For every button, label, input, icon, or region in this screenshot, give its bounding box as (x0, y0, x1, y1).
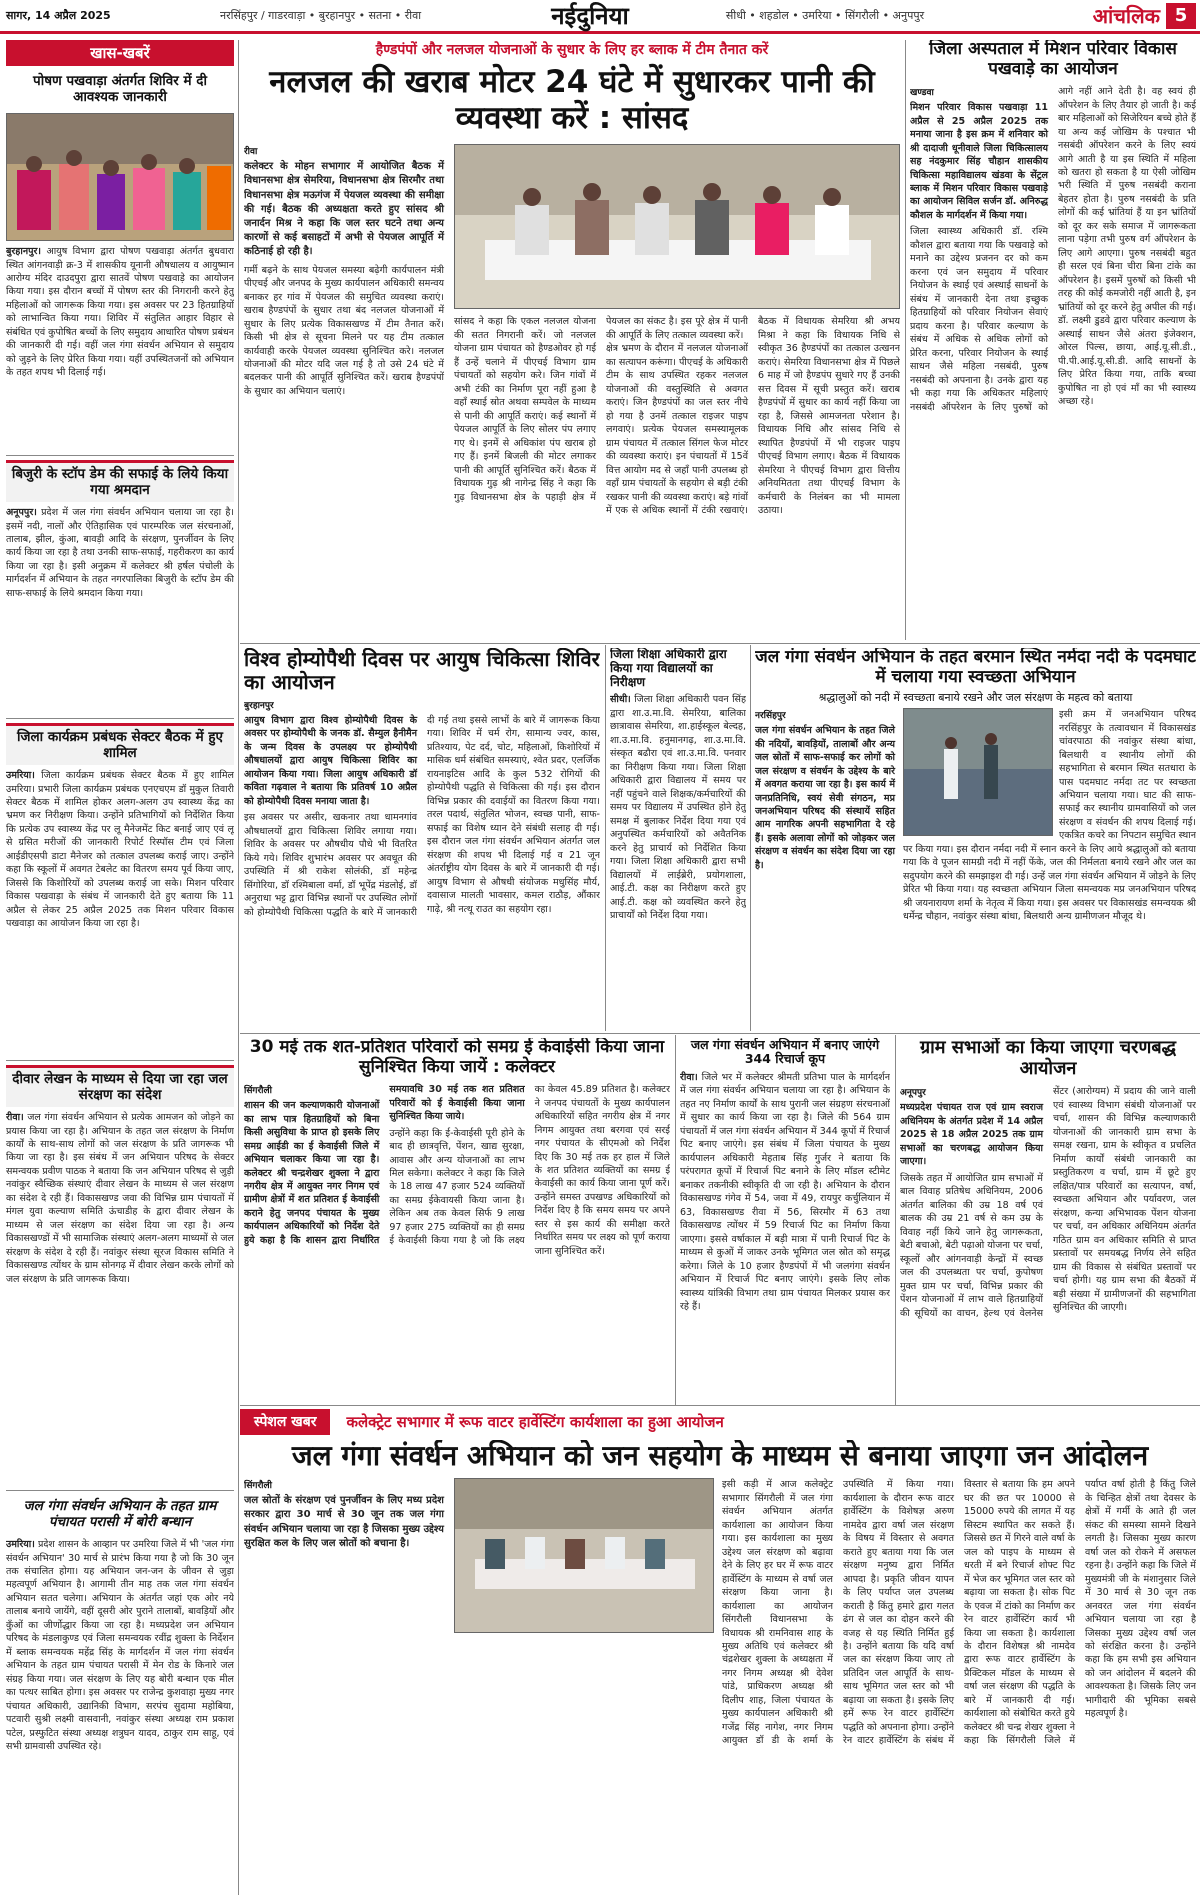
workshop-photo-image (455, 1479, 714, 1633)
special-intro: जल स्रोतों के संरक्षण एवं पुनर्जीवन के लिए मध्य प्रदेश सरकार द्वारा 30 मार्च से 30 जून तक जल गंगा संवर्धन अभियान चलाया जा रहा है जिसका मुख्य उद्देश्य सुरक्षित कल के लिए जल स्रोतों को बचाना है। (244, 1495, 444, 1549)
story-body: आयुष विभाग द्वारा पोषण पखवाड़ा अंतर्गत बुधवारा स्थित आंगनवाड़ी क्र-3 में शासकीय यूनानी औषधालय व आयुष्मान आरोग्य मंदिर दाउदपुरा द्वारा सातवें पोषण पखवाड़े का आयोजन किया गया। इस दौरान बच्चों में पोषण स्तर की निगरानी करने हेतु महिलाओं को जागरूक किया गया। इस अवसर पर 23 हितग्राहियों को लाभान्वित किया गया। शिविर में संतुलित आहार विहार से संबंधित एवं कुपोषित बच्चों के लिए समुदाय आधारित पोषण प्रबंधन की जानकारी दी गई। वहीं जल गंगा संवर्धन अभियान से समुदाय को जुड़ने के लिए प्रेरित किया गया। यहीं उपस्थितजनों को अभियान के तहत शपथ भी दिलाई गई। (6, 246, 234, 379)
homeo-story (244, 648, 600, 1028)
column-divider (605, 645, 606, 1031)
hospital-dateline: खण्डवा (910, 88, 934, 99)
column-divider (750, 645, 751, 1031)
column-divider (238, 40, 239, 1895)
story-headline: दीवार लेखन के माध्यम से दिया जा रहा जल संरक्षण का संदेश (6, 1065, 234, 1107)
story-headline: बिजुरी के स्टॉप डेम की सफाई के लिये किया गया श्रमदान (6, 460, 234, 502)
narmada-photo (903, 708, 1053, 836)
narmada-intro: जल गंगा संवर्धन अभियान के तहत जिले की नदियों, बावड़ियों, तालाबों और अन्य जल स्रोतों में साफ-सफाई कर लोगों को जल संरक्षण व संवर्धन के उद्देश्य के बारे में अवगत कराया जा रहा है। इस कार्य में जनप्रतिनिधि, स्वयं सेवी संगठन, मप्र जनअभियान परिषद की संस्थायें सहित आम नागरिक अपनी सहभागिता दे रहे हैं। इसके अलावा लोगों को जोड़कर जल संरक्षण व संवर्धन का संदेश दिया जा रहा है। (755, 725, 895, 871)
special-news-bar (240, 1409, 1200, 1435)
story-dateline: अनूपपुर। (6, 507, 37, 519)
education-body: जिला शिक्षा अधिकारी पवन सिंह द्वारा शा.उ.मा.वि. सेमरिया, बालिका छात्रावास सेमरिया, शा.हाईस्कूल बेल्दह, शा.उ.मा.वि. हनुमानगढ़, शा.उ.मा.वि. संस्कृत बढौरा एवं शा.उ.मा.वि. पनवार का निरीक्षण किया गया। जिला शिक्षा अधिकारी द्वारा विद्यालय में समय पर नहीं पहुंचने वाले शिक्षक/कर्मचारियों की समय पर विद्यालय में उपस्थित होने हेतु समक्ष में बुलाकर निर्देश दिया गया एवं अनुपस्थित कर्मचारियों को अवैतनिक करने हेतु प्राचार्य को निर्देशित किया गया। जिला शिक्षा अधिकारी द्वारा सभी विद्यालयों में लाईब्रेरी, प्रयोगशाला, आई.टी. कक्ष का निरीक्षण करते हुए आई.टी. कक्ष को व्यवस्थित करने हेतु प्राचार्यों को निर्देश दिया गया। (610, 694, 746, 922)
section-divider (240, 643, 1200, 644)
special-news-tag: स्पेशल खबर (240, 1409, 330, 1435)
workshop-photo (454, 1478, 714, 1633)
recharge-story (680, 1038, 890, 1402)
story-dateline: रीवा। (6, 1112, 24, 1124)
section-divider (240, 1405, 1200, 1406)
special-dateline: सिंगरौली (244, 1481, 272, 1492)
hospital-intro: मिशन परिवार विकास पखवाड़ा 11 अप्रैल से 25 अप्रैल 2025 तक मनाया जाना है इस क्रम में शनिवार को श्री दादाजी धूनीवाले जिला चिकित्सालय सह नंदकुमार सिंह चौहान शासकीय चिकित्सा महाविद्यालय खंडवा के सेंट्रल ब्लाक में मिशन परिवार विकास पखवाड़े का आयोजन सिविल सर्जन डॉ. अनिरुद्ध कौशल के मार्गदर्शन में किया गया। (910, 102, 1048, 221)
story-body: प्रदेश शासन के आव्हान पर उमरिया जिले में भी 'जल गंगा संवर्धन अभियान' 30 मार्च से प्रारंभ किया गया है जो कि 30 जून तक संचालित होगा। यह अभियान जन-जन के जीवन से जुड़ा महत्वपूर्ण अभियान है। आगामी तीन माह तक जल गंगा संवर्धन अभियान सतत चलेगा। अभियान के अंतर्गत जहां एक ओर नये तालाब बनाये जायेंगे, वहीं दूसरी ओर पुराने तालाबों, बावड़ियों और कुँओं का जीर्णोद्धार किया जा रहा है। मध्यप्रदेश जन अभियान परिषद के मंडलाकुण्ड एवं जिला समन्वयक रवींद्र शुक्ला के निर्देशन में ब्लाक समन्वयक महेंद्र सिंह के मार्गदर्शन में जल गंगा संवर्धन अभियान के तहत ग्राम पंचायत परासी में मेन रोड के किनारे जल संग्रह किया गया। जल संरक्षण के लिए यह बोरी बन्धान एक मील का पत्थर साबित होगा। इस अवसर पर राजेन्द्र कुशवाहा मुख्य नगर पंचायत अधिकारी, उद्यानिकी विभाग, सरपंच सुदामा महोबिया, पटवारी सुश्री लक्ष्मी वासवानी, नवांकुर संस्था अध्यक्ष राम प्रकाश पटेल, प्रस्फुटित संस्था अध्यक्ष शत्रुघन यादव, ठाकुर राम साहू, एवं सभी ग्रामवासी उपस्थित रहे। (6, 1539, 234, 1753)
story-dateline: उमरिया। (6, 770, 35, 782)
homeo-intro: आयुष विभाग द्वारा विश्व होम्योपैथी दिवस के अवसर पर होम्योपैथी के जनक डॉ. सैम्युल हैनीमैन के जन्म दिवस के उपलक्ष्य पर होम्योपैथी औषधालयों द्वारा आयुष चिकित्सा शिविर का आयोजन किया गया। जिला आयुष अधिकारी डॉ कविता गढ़वाल ने बताया कि प्रतिवर्ष 10 अप्रैल को होम्योपैथी दिवस मनाया जाता है। (244, 715, 417, 807)
poshan-photo (6, 113, 234, 241)
education-dateline: सीधी। (610, 694, 631, 706)
column-divider (675, 1035, 676, 1405)
story-body: प्रदेश में जल गंगा संवर्धन अभियान चलाया जा रहा है। इसमें नदी, नालों और ऐतिहासिक एवं पारम्परिक जल संरचनाओं, तालाब, झील, कुंआ, बावड़ी आदि के संरक्षण, पुनर्जीवन के लिए कार्य किया जा रहा है तथा उनकी साफ-सफाई, गहरीकरण का कार्य किया जा रहा है। इसी अनुक्रम में कलेक्टर श्री हर्षल पंचोली के मार्गदर्शन में अभियान के तहत नगरपालिका बिजुरी के स्टॉप डेम की साफ-सफाई के लिये श्रमदान किया गया। (6, 507, 234, 599)
edition-places-right: सीधी • शहडोल • उमरिया • सिंगरौली • अनुपपुर (725, 9, 925, 22)
narmada-subhead: श्रद्धालुओं को नदी में स्वच्छता बनाये रखने और जल संरक्षण के महत्व को बताया (818, 691, 1133, 705)
newspaper-logo: नईदुनिया (551, 1, 629, 30)
story-divider (6, 718, 234, 719)
hospital-story (910, 40, 1196, 640)
column-divider (895, 1035, 896, 1405)
narmada-body: इसी क्रम में जनअभियान परिषद नरसिंहपुर के तत्वावधान में विकासखंड चांवरपाठा की नवांकुर संस्था बांधा, बिलथारी व स्थानीय लोगों की सहभागिता से बरमान स्थित सतधारा के पास पदमघाट नर्मदा तट पर स्वच्छता अभियान चलाया गया। घाट की साफ-सफाई कर स्थानीय ग्रामवासियों को जल संरक्षण व संवर्धन की शपथ दिलाई गई। एकत्रित कचरे का निपटान समुचित स्थान पर किया गया। इस दौरान नर्मदा नदी में स्नान करने के लिए आये श्रद्धालुओं को बताया गया कि वे पूजन सामग्री नदी में नहीं फेंके, जल की निर्मलता बनाये रखने और जल का सदुपयोग करने की समझाइश दी गई। उन्हें जल गंगा संवर्धन अभियान में जोड़ने के लिए प्रेरित भी किया गया। यह स्वच्छता अभियान जिला समन्वयक मप्र जनअभियान परिषद श्री जयनारायण शर्मा के नेतृत्व में किया गया। इस अवसर पर विकासखंड समन्वयक श्री धर्मेन्द्र चौहान, नवांकुर संस्था बांधा, बिलथारी अन्य ग्रामीणजन मौजूद थे। (903, 709, 1196, 923)
kyc-body: उन्होंने कहा कि ई-केवाईसी पूरी होने के बाद ही छात्रवृत्ति, पेंशन, खाद्य सुरक्षा, आवास और अन्य योजनाओं का लाभ मिल सकेगा। कलेक्टर ने कहा कि जिले के 18 लाख 47 हजार 524 व्यक्तियों का समग्र ईकेवायसी किया जाना है। लेकिन अब तक केवल सिर्फ 9 लाख 97 हजार 275 व्यक्तियों का ही समग्र ई केवाईसी किया गया है जो कि लक्ष्य का केवल 45.89 प्रतिशत है। कलेक्टर ने जनपद पंचायतों के मुख्य कार्यपालन अधिकारियों सहित नगरीय क्षेत्र में नगर निगम आयुक्त तथा बरगवा एवं सरई नगर पंचायत के सीएमओ को निर्देश दिए कि 30 मई तक हर हाल में जिले के शत प्रतिशत व्यक्तियों का समग्र ई केवाईसी का कार्य किया जाना पूर्ण करें। उन्होंने समस्त उपखण्ड अधिकारियों को निर्देश दिए है कि समय समय पर अपने स्तर से इस कार्य की समीक्षा करते निर्धारित समय पर लक्ष्य को पूर्ण कराया जाना सुनिश्चित करें। (389, 1084, 670, 1257)
story-poshan (6, 70, 234, 450)
lead-dateline: रीवा (244, 147, 258, 158)
gramsabha-body: जिसके तहत में आयोजित ग्राम सभाओं में बाल विवाह प्रतिषेध अधिनियम, 2006 अंतर्गत बालिका की उम्र 18 वर्ष एवं बालक की उम्र 21 वर्ष से कम उम्र के विवाह नहीं किये जाने हेतु जागरूकता, बेटी बचाओ, बेटी पढ़ाओ योजना पर चर्चा, स्कूलों और आंगनवाड़ी केन्द्रों में स्वच्छ जल की उपलब्धता पर चर्चा, कुपोषण मुक्त ग्राम पर चर्चा, विभिन्न प्रकार की पेंशन योजनाओं में लाभ वाले हितग्राहियों की सूचियों का वाचन, हेल्थ एवं वेलनेस सेंटर (आरोग्यम) में प्रदाय की जाने वाली एवं स्वास्थ्य विभाग संबंधी योजनाओं पर चर्चा, शासन की विभिन्न कल्याणकारी योजनाओं की जानकारी ग्राम सभा के समक्ष रखना, ग्राम के स्वीकृत व प्रचलित निर्माण कार्यों संबंधी जानकारी का प्रस्तुतिकरण व चर्चा, ग्राम में छूटे हुए लक्षित/पात्र परिवारों का सत्यापन, वर्षा, स्वच्छता अभियान और पर्यावरण, जल संरक्षण, कन्या अभिभावक पेंशन योजना पर चर्चा, वन अधिकार अधिनियम अंतर्गत गठित ग्राम वन अधिकार समिति से प्राप्त प्रस्तावों पर समयबद्ध निर्णय लेने सहित ग्राम की विकास से संबंधित प्रस्तावों पर चर्चा होगी। यह ग्राम सभा की बैठकों में बड़ी संख्या में ग्रामीणजनों की सहभागिता सुनिश्चित की जाएगी। (900, 1086, 1196, 1319)
story-bori-bandhan (6, 1495, 234, 1895)
issue-date: सागर, 14 अप्रैल 2025 (6, 9, 111, 22)
gramsabha-intro: मध्यप्रदेश पंचायत राज एवं ग्राम स्वराज अधिनियम के अंतर्गत प्रदेश में 14 अप्रैल 2025 से 18 अप्रैल 2025 तक ग्राम सभाओं का चरणबद्ध आयोजन किया जाएगा। (900, 1102, 1043, 1168)
lead-meeting-photo (454, 144, 900, 309)
special-headline: जल गंगा संवर्धन अभियान को जन सहयोग के माध्यम से बनाया जाएगा जन आंदोलन (291, 1440, 1149, 1472)
homeo-headline: विश्व होम्योपैथी दिवस पर आयुष चिकित्सा शिविर का आयोजन (244, 648, 600, 694)
gramsabha-dateline: अनूपपुर (900, 1088, 926, 1099)
narmada-headline: जल गंगा संवर्धन अभियान के तहत बरमान स्थित नर्मदा नदी के पदमघाट में चलाया गया स्वच्छता अभियान (755, 648, 1196, 687)
recharge-headline: जल गंगा संवर्धन अभियान में बनाए जाएंगे 344 रिचार्ज कूप (690, 1038, 880, 1067)
column-divider (905, 40, 906, 640)
story-headline: जिला कार्यक्रम प्रबंधक सेक्टर बैठक में हुए शामिल (6, 723, 234, 765)
story-dateline: बुरहानपुर। (6, 246, 41, 258)
story-divider (6, 1060, 234, 1061)
story-headline: जल गंगा संवर्धन अभियान के तहत ग्राम पंचायत परासी में बोरी बन्धान (23, 1498, 217, 1530)
hospital-headline: जिला अस्पताल में मिशन परिवार विकास पखवाड़े का आयोजन (929, 40, 1177, 79)
special-story (244, 1440, 1196, 1895)
gramsabha-story (900, 1038, 1196, 1402)
special-news-kicker: कलेक्ट्रेट सभागार में रूफ वाटर हार्वेस्टिंग कार्यशाला का हुआ आयोजन (346, 1413, 724, 1431)
recharge-body: जिले भर में कलेक्टर श्रीमती प्रतिभा पाल के मार्गदर्शन में जल गंगा संवर्धन अभियान चलाया जा रहा है। अभियान के तहत नए निर्माण कार्यों के साथ पुरानी जल संग्रहण संरचनाओं में सुधार का कार्य किया जा रहा है। जिले की 564 ग्राम पंचायतों में जल गंगा संवर्धन अभियान में 344 कूपों में रिचार्ज पिट बनाए जाएंगे। इस संबंध में जिला पंचायत के मुख्य कार्यपालन अधिकारी मेहताब सिंह गुर्जर ने बताया कि परंपरागत कूपों में रिचार्ज पिट बनाने के लिए मॉडल स्टीमेट बनाकर तकनीकी स्वीकृति दी जा रही है। अभियान के दौरान विकासखण्ड गंगेव में 54, जवा में 49, रायपुर कर्चुलियान में 63, विकासखण्ड रीवा में 56, सिरमौर में 63 तथा विकासखण्ड त्योंथर में 59 रिचार्ज पिट का निर्माण किया जाएगा। इससे वर्षाकाल में बड़ी मात्रा में पानी रिचार्ज पिट के माध्यम से कुओं में जाकर उनके भूमिगत जल स्रोत को समृद्ध करेगा। जिले के 10 हजार हैण्डपंपों में भी जलगंगा संवर्धन अभियान में रिचार्ज पिट बनाए जाएंगे। इसके लिए लोक स्वास्थ्य यांत्रिकी विभाग तथा ग्राम पंचायत मिलकर प्रयास कर रहे हैं। (680, 1071, 890, 1312)
narmada-story (755, 648, 1196, 1028)
recharge-dateline: रीवा। (680, 1071, 698, 1083)
lead-kicker: हैण्डपंपों और नलजल योजनाओं के सुधार के लिए हर ब्लाक में टीम तैनात करें (375, 42, 769, 58)
homeo-body: इस अवसर पर असीर, खकनार तथा धामनगांव औषधालयों द्वारा चिकित्सा शिविर लगाया गया। शिविर के अवसर पर औषधीय पौधे भी वितरित किये गये। शिविर शुभारंभ अवसर पर अवधूत की उपस्थिति में श्री राकेश सोलंकी, डॉ महेन्द्र सिंगोरिया, डॉ रश्मिबाला वर्मा, डॉ भूपेंद्र मंडलोई, डॉ अनुराधा भट्ट द्वारा विभिन्न स्थानों पर उपस्थित लोगों को होम्योपैथी चिकित्सा पद्धति के बारे में जानकारी दी गई तथा इससे लाभों के बारे में जागरूक किया गया। शिविर में चर्म रोग, सामान्य ज्वर, कास, प्रतिश्याय, पेट दर्द, चोट, महिलाओं, किशोरियों में मासिक धर्म संबंधित समस्याएं, श्वेत प्रदर, एलर्जिक रायनाइटिस आदि के कुल 532 रोगियों की होम्योपैथी पद्धति से चिकित्सा की गई। इस दौरान विभिन्न प्रकार की दवाईयों का वितरण किया गया। तरल पदार्थ, संतुलित भोजन, स्वच्छ पानी, साफ-सफाई का विशेष ध्यान देने संबंधी सलाह दी गई। इस दौरान जल गंगा संवर्धन अभियान अंतर्गत जल संरक्षण की शपथ भी दिलाई गई व 21 जून अंतर्राष्ट्रीय योग दिवस के बारे में जानकारी दी गई। आयुष विभाग से औषधी संयोजक मधुसिंह मौर्य, दवासाज मालती भावसार, कमल राठौड़, औंकार गाढ़े, श्री नत्थू राउत का सहयोग रहा। (244, 715, 600, 918)
lead-body-2: सांसद ने कहा कि एकल नलजल योजना की सतत निगरानी करें। जो नलजल योजना ग्राम पंचायत को हैण्डओवर हो गई हैं उन्हें चलाने में पीएचई विभाग ग्राम पंचायतों को सहयोग करे। जिन गांवों में अभी टंकी का निर्माण पूरा नहीं हुआ है वहाँ स्थाई स्रोत अथवा सम्पवेल के माध्यम से पानी की आपूर्ति कराएं। कई स्थानों में पेयजल आपूर्ति के लिए सोलर पंप लगाए गए थे। इनमें से अधिकांश पंप खराब हो गए हैं। इनमें बिजली की मोटर लगाकर पानी की आपूर्ति सुनिश्चित करें। बैठक में विधायक गुढ़ श्री नागेन्द्र सिंह ने कहा कि गुढ़ विधानसभा क्षेत्र के पहाड़ी क्षेत्र में पेयजल का संकट है। इस पूरे क्षेत्र में पानी की आपूर्ति के लिए तत्काल व्यवस्था करें। (454, 316, 748, 503)
lead-story (244, 40, 900, 640)
hospital-body: जिला स्वास्थ्य अधिकारी डॉ. रश्मि कौशल द्वारा बताया गया कि पखवाड़े को मनाने का उद्देश्य प्रजनन दर को कम करना एवं जन समुदाय में परिवार नियोजन के स्थाई एवं अस्थाई साधनों के संबंध में जानकारी देना तथा इच्छुक हितग्राहियों को परिवार नियोजन सेवाएं प्रदाय करना है। परिवार कल्याण के संबंध में अधिक से अधिक लोगों को प्रेरित करना, परिवार नियोजन के स्थाई साधन जैसे महिला नसबंदी, पुरुष नसबंदी को अपनाना है। उनके द्वारा यह भी कहा गया कि अधिकतर महिलाएं नसबंदी ऑपरेशन के लिए पुरुषों को आगे नहीं आने देती है। वह स्वयं ही ऑपरेशन के लिए तैयार हो जाती है। कई बार महिलाओं को सिजेरियन बच्चे होते हैं या अन्य कई जोखिम के पश्चात भी नसबंदी ऑपरेशन करने के लिए स्वयं आगे आती है या इस स्थिति में महिला को खतरा हो सकता है या ऐसी जोखिम भरी स्थिति में पुरुष नसबंदी कराना बेहतर होता है। पुरुष नसबंदी के प्रति लोगों की कई भ्रांतियां हैं या इन भ्रांतियों को दूर कर सके समाज में जागरूकता लाना पड़ेगा तभी पुरुष वर्ग ऑपरेशन के लिए आगे आएगा। पुरुष नसबंदी बहुत ही सरल एवं बिना चीरा बिना टांके का ऑपरेशन है। इसमें पुरुषों को किसी भी तरह की कोई कमजोरी नहीं आती है, इन भ्रांतियों को दूर करने हेतु अपील की गई। डॉ. लक्ष्मी डुडवे द्वारा परिवार कल्याण के अस्थाई साधन जैसे अंतरा इंजेक्शन, ओरल पिल्स, छाया, आई.यू.सी.डी., पी.पी.आई.यू.सी.डी. आदि साधनों के लिए प्रेरित किया गया, ताकि बच्चा कुपोषित ना हो एवं माँ का भी स्वास्थ्य अच्छा रहे। (910, 86, 1196, 413)
poshan-photo-image (7, 114, 234, 241)
education-story (610, 648, 746, 1028)
river-cleaning-photo (904, 709, 1053, 836)
kyc-intro: शासन की जन कल्याणकारी योजनाओं का लाभ पात्र हितग्राहियों को बिना किसी असुविधा के प्राप्त हो इसके लिए समग्र आईडी का ई केवाईसी जिले में अभियान चलाकर किया जा रहा है। कलेक्टर श्री चन्द्रशेखर शुक्ला ने द्वारा नगरीय क्षेत्र में आयुक्त नगर निगम एवं ग्रामीण क्षेत्रों में शत प्रतिशत ई केवाईसी कराने हेतु जनपद पंचायत के मुख्य कार्यपालन अधिकारियों को निर्देश देते हुये कहा है कि शासन द्वारा निर्धारित समयावधि 30 मई तक शत प्रतिशत परिवारों को ई केवाईसी किया जाना सुनिश्चित किया जाये। (244, 1084, 525, 1246)
story-bijuri (6, 460, 234, 710)
story-divider (6, 1490, 234, 1491)
story-body: जिला कार्यक्रम प्रबंधक सेक्टर बैठक में हुए शामिल उमरिया। प्रभारी जिला कार्यक्रम प्रबंधक एनएचएम डॉ मुकुल तिवारी सेक्टर बैठक में शामिल होकर अलग-अलग उप स्वास्थ्य केंद्र का भ्रमण कर निरीक्षण किया। उन्होंने प्रतिभागियों को निर्देशित किया कि प्रत्येक उप स्वास्थ्य केंद्र पर लू मैनेजमेंट किट बनाई जाए एवं लू से ग्रसित मरीजों की जानकारी रिपोर्ट रिस्पॉस टीम एवं जिला आईडीएसपी डाटा मैनेजर को तत्काल उपलब्ध कराई जाए। उन्होंने कहा कि स्कूलों में अवगत टेबलेट का वितरण समय पूर्व किया जाए, जिससे कि किशोरियों को उपलब्ध कराई जा सके। मिशन परिवार विकास पखवाड़ा के संबंध में जानकारी देते हुए बताया कि 11 अप्रैल से लेकर 25 अप्रैल 2025 तक मिशन परिवार विकास पखवाड़ा का आयोजन किया जा रहा है। (6, 770, 234, 930)
lead-body-3: क्षेत्र भ्रमण के दौरान में नलजल योजनाओं का सत्यापन करूंगा। पीएचई के अधिकारी टीम के साथ उपस्थित रहकर नलजल योजनाओं की वस्तुस्थिति से अवगत कराएं। जिन हैण्डपंपों का जल स्तर नीचे हो गया है उनमें तत्काल राइजर पाइप लगवाएं। प्रत्येक पेयजल समस्यामूलक ग्राम पंचायत में तत्काल सिंगल फेज मोटर की व्यवस्था कराएं। इन पंचायतों में 15वें वित्त आयोग मद से जहाँ पानी उपलब्ध हो वहाँ ग्राम पंचायतों के सहयोग से बड़ी टंकी रखकर पानी की व्यवस्था कराएं। बड़े गांवों में एक से अधिक स्थानों में टंकी रखवाएं। बैठक में विधायक सेमरिया श्री अभय मिश्रा ने कहा कि विधायक निधि से स्वीकृत 36 हैण्डपंपों का तत्काल उत्खनन कराएं। सेमरिया विधानसभा क्षेत्र में पिछले 6 माह में जो हैण्डपंप सुधारे गए हैं उनकी सत्त दिवस में सूची प्रस्तुत करें। खराब हैण्डपंपों में सुधार का कार्य नहीं किया जा रहा है, जिससे आमजनता परेशान है। विधायक निधि और सांसद निधि से स्थापित हैण्डपंपों में भी राइजर पाइप पीएचई विभाग लगाए। बैठक में विधायक सेमरिया ने पीएचई विभाग द्वारा वित्तीय अनियमितता तथा पीएचई विभाग के कर्मचारी के निलंबन का भी मामला उठाया। (606, 316, 900, 517)
story-dateline: उमरिया। (6, 1539, 35, 1551)
story-headline: पोषण पखवाड़ा अंतर्गत शिविर में दी आवश्यक जानकारी (33, 73, 207, 105)
kyc-headline: 30 मई तक शत-प्रतिशत परिवारों को समग्र ई केवाईसी किया जाना सुनिश्चित किया जायें : कलेक्टर (249, 1038, 665, 1077)
story-dpm (6, 723, 234, 1053)
story-body: जल गंगा संवर्धन अभियान से प्रत्येक आमजन को जोड़ने का प्रयास किया जा रहा है। अभियान के तहत जल संरक्षण के निर्माण कार्यों के साथ-साथ लोगों को जल संरक्षण के प्रति जागरूक भी किया जा रहा है। इस संबंध में जन अभियान परिषद के सेक्टर समन्वयक प्रवीण पाठक ने बताया कि जन अभियान परिषद से जुड़ी नवांकुर स्वैच्छिक संस्थाएं दीवार लेखन के माध्यम से जल संरक्षण का संदेश दे रही हैं। विकासखण्ड जवा की विभिन्न ग्राम पंचायतों में मंगल युवा कल्याण समिति ऊंचाडीह के द्वारा दीवार लेखन के माध्यम से जल संरक्षण का संदेश दिया जा रहा है। अन्य विकासखण्डों में भी सामाजिक संस्थाएं अलग-अलग माध्यमों से जल संरक्षण के संदेश दे रही हैं। नवांकुर संस्था सूरज विकास समिति ने विकासखण्ड त्योंथर के ग्राम सोनगढ़ में दीवार लेखन करके लोगों को जल संरक्षण के प्रति जागरूक किया। (6, 1112, 234, 1285)
edition-places-left: नरसिंहपुर / गाडरवाड़ा • बुरहानपुर • सतना • रीवा (220, 9, 422, 22)
section-divider (240, 1033, 1200, 1034)
khas-khabrein-header: खास-खबरें (6, 40, 234, 66)
kyc-dateline: सिंगरौली (244, 1086, 272, 1097)
education-headline: जिला शिक्षा अधिकारी द्वारा किया गया विद्यालयों का निरीक्षण (610, 648, 727, 689)
lead-body-1: गर्मी बढ़ने के साथ पेयजल समस्या बढ़ेगी कार्यपालन मंत्री पीएचई और जनपद के मुख्य कार्यपालन अधिकारी समन्वय बनाकर हर गांव में पेयजल की समुचित व्यवस्था कराएं। खराब हैण्डपंपों के सुधार तथा बंद नलजल योजनाओं में सुधार के लिए प्रत्येक विकासखण्ड में टीम तैनात करें। किसी भी क्षेत्र से सूचना मिलने पर यह टीम तत्काल कार्यवाही करके पेयजल व्यवस्था सुनिश्चित करे। नलजल योजनाओं की मोटर यदि जल गई है तो उसे 24 घंटे में बदलकर पानी की आपूर्ति सुनिश्चित करें। खराब हैण्डपंपों के सुधार का अभियान चलाएं। (244, 264, 444, 397)
kyc-story (244, 1038, 670, 1402)
gramsabha-headline: ग्राम सभाओं का किया जाएगा चरणबद्ध आयोजन (919, 1038, 1177, 1079)
masthead (0, 0, 1200, 34)
narmada-dateline: नरसिंहपुर (755, 711, 786, 722)
special-body: इसी कड़ी में आज कलेक्ट्रेट सभागार सिंगरौली में जल गंगा संवर्धन अभियान अंतर्गत कार्यशाला का आयोजन किया गया। इस कार्यशाला का मुख्य उद्देश्य जल संरक्षण को बढ़ावा देने के लिए हर घर में रूफ वाटर हार्वेस्टिंग के माध्यम से वर्षा जल संरक्षण किया जाना है। कार्यशाला का आयोजन सिंगरौली विधानसभा के विधायक श्री रामनिवास शाह के मुख्य अतिथि एवं कलेक्टर श्री चंद्रशेखर शुक्ला के अध्यक्षता में नगर निगम अध्यक्ष श्री देवेश पांडे, प्राधिकरण अध्यक्ष श्री दिलीप शाह, जिला पंचायत के मुख्य कार्यपालन अधिकारी श्री गजेंद्र सिंह नागेश, नगर निगम आयुक्त डॉ डी के शर्मा के उपस्थिति में किया गया। कार्यशाला के दौरान रूफ वाटर हार्वेस्टिंग के विशेषज्ञ अरुण नामदेव द्वारा वर्षा जल संरक्षण के विषय में विस्तार से अवगत कराते हुए बताया गया कि जल संरक्षण मनुष्य द्वारा निर्मित आपदा है। प्रकृति जीवन यापन के लिए पर्याप्त जल उपलब्ध कराती है किंतु हमारे द्वारा गलत ढंग से जल का दोहन करने की वजह से यह स्थिति निर्मित हुई है। उन्होंने बताया कि यदि वर्षा जल का संरक्षण किया जाए तो प्रतिदिन जल आपूर्ति के साथ-साथ भूमिगत जल स्तर को भी बढ़ाया जा सकता है। इसके लिए हमें रूफ रेन वाटर हार्वेस्टिंग पद्धति को अपनाना होगा। उन्होंने रेन वाटर हार्वेस्टिंग के संबंध में विस्तार से बताया कि हम अपने घर की छत पर 10000 से 15000 रुपये की लागत में यह सिस्टम स्थापित कर सकते हैं। जिससे छत में गिरने वाले वर्षा के जल को पाइप के माध्यम से धरती में बने रिचार्ज शोफ्ट पिट में भेज कर भूमिगत जल स्तर को बढ़ाया जा सकता है। सोक पिट के एवज में टांको का निर्माण कर रेन वाटर हार्वेस्टिंग कार्य भी किया जा सकता है। कार्यशाला के दौरान विशेषज्ञ श्री नामदेव द्वारा रूफ वाटर हार्वेस्टिंग के प्रैक्टिकल मॉडल के माध्यम से वर्षा जल संरक्षण की पद्धति के बारे में जानकारी दी गई। कार्यशाला को संबोधित करते हुये कलेक्टर श्री चन्द्र शेखर शुक्ला ने कहा कि सिंगरौली जिले में पर्याप्त वर्षा होती है किंतु जिले के चिन्हित क्षेत्रों तथा देवसर के क्षेत्रों में गर्मी के आते ही जल संकट की समस्या सामने दिखने लगती है। जिसका मुख्य कारण वर्षा जल को रोकने में असफल रहना है। उन्होंने कहा कि जिले में मुख्यमंत्री जी के मंशानुसार जिले में 30 मार्च से 30 जून तक अनवरत जल गंगा संवर्धन अभियान चलाया जा रहा है जिसका मुख्य उद्देश्य वर्षा जल को संरक्षित करना है। उन्होंने कहा कि हम सभी इस अभियान को जन आंदोलन में बदलने की आवश्यकता है। जिसके लिए जन भागीदारी की भूमिका सबसे महत्वपूर्ण है। (722, 1479, 1196, 1747)
page-number: 5 (1166, 3, 1196, 29)
homeo-dateline: बुरहानपुर (244, 701, 274, 711)
lead-headline: नलजल की खराब मोटर 24 घंटे में सुधारकर पानी की व्यवस्था करें : सांसद (269, 64, 875, 136)
meeting-photo-image (455, 145, 900, 309)
section-name: आंचलिक (1092, 4, 1160, 28)
story-divider (6, 455, 234, 456)
story-wall-writing (6, 1065, 234, 1485)
lead-intro: कलेक्टर के मोहन सभागार में आयोजित बैठक में विधानसभा क्षेत्र सेमरिया, विधानसभा क्षेत्र सिरमौर तथा विधानसभा क्षेत्र मऊगंज में पेयजल व्यवस्था की समीक्षा की गई। बैठक की अध्यक्षता करते हुए सांसद श्री जनार्दन मिश्र ने कहा कि जल स्तर घटने तथा अन्य कारणों से कई बसाहटों में अभी से पेयजल आपूर्ति में कठिनाई हो रही है। (244, 161, 444, 258)
